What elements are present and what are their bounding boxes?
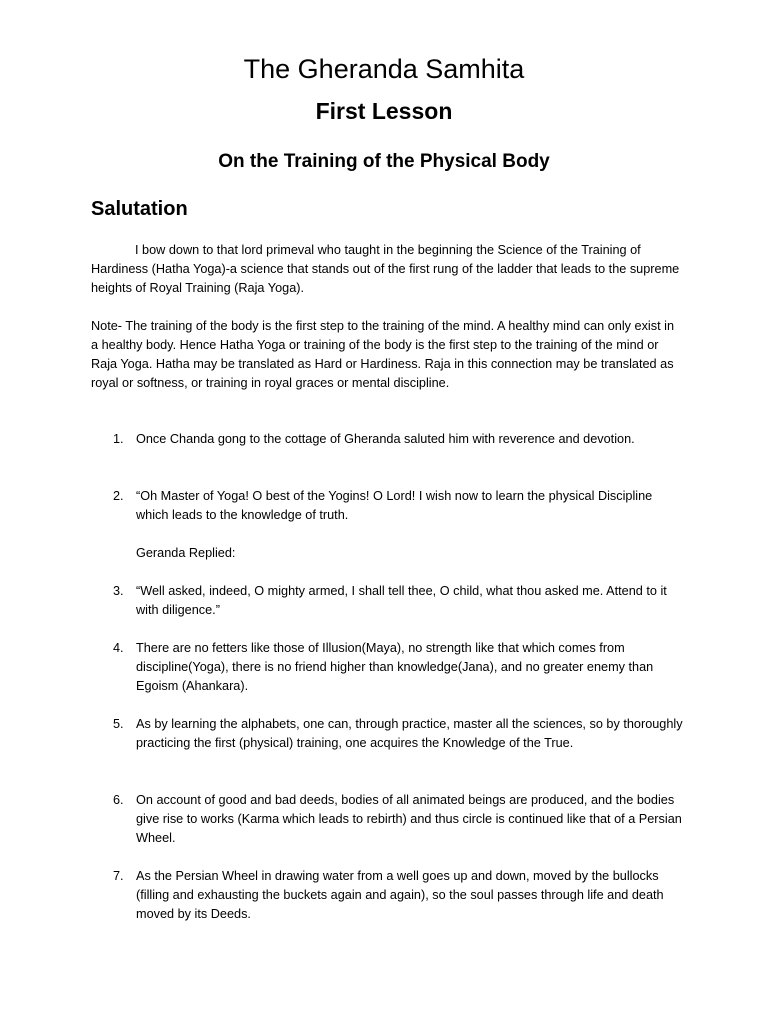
list-item-text: On account of good and bad deeds, bodies of all animated beings are produced, and the bodies give rise to works (Karma which leads to rebirth) and thus circle is continued like that of a Persian Wheel. [136,793,682,845]
list-item-text: As the Persian Wheel in drawing water from a well goes up and down, moved by the bullocks (filling and exhausting the buckets again and again), so the soul passes through life and death moved by its Deeds. [136,869,664,921]
list-item [91,582,683,620]
list-item-text: There are no fetters like those of Illusion(Maya), no strength like that which comes from discipline(Yoga), there is no friend higher than knowledge(Jana), and no greater enemy than Egoism (Ahankara). [136,641,654,693]
list-item-number: 4. [113,641,124,655]
list-item-number: 6. [113,793,124,807]
list-item-text: “Well asked, indeed, O mighty armed, I shall tell thee, O child, what thou asked me. Attend to it with diligence.” [136,584,667,617]
list-item-number: 1. [113,432,124,446]
list-item-text: Once Chanda gong to the cottage of Gheranda saluted him with reverence and devotion. [136,432,635,446]
list-item [91,430,683,449]
list-item [91,639,683,696]
lesson-title: First Lesson [315,98,453,124]
list-item-number: 5. [113,717,124,731]
reply-line: Geranda Replied: [136,546,236,560]
section-heading-salutation: Salutation [91,198,188,220]
list-item [91,715,683,753]
list-item-number: 7. [113,869,124,883]
intro-paragraph: I bow down to that lord primeval who taught in the beginning the Science of the Training of Hardiness (Hatha Yoga)-a science that stands out of the first rung of the ladder that leads to the supreme heights of Royal Training (Raja Yoga). [91,243,680,295]
list-item [91,791,683,848]
list-item-number: 3. [113,584,124,598]
list-item [91,867,683,924]
list-item-number: 2. [113,489,124,503]
note-paragraph: Note- The training of the body is the first step to the training of the mind. A healthy mind can only exist in a healthy body. Hence Hatha Yoga or training of the body is the first step to the training of the mind or Raja Yoga. Hatha may be translated as Hard or Hardiness. Raja in this connection may be translated as royal or softness, or training in royal graces or mental discipline. [91,319,675,390]
list-item-text: As by learning the alphabets, one can, through practice, master all the sciences, so by thoroughly practicing the first (physical) training, one acquires the Knowledge of the True. [136,717,683,750]
document-subtitle: On the Training of the Physical Body [218,151,550,172]
list-item-text: “Oh Master of Yoga! O best of the Yogins! O Lord! I wish now to learn the physical Discipline which leads to the knowledge of truth. [136,489,653,522]
list-item [91,487,683,525]
document-title: The Gheranda Samhita [243,54,525,84]
